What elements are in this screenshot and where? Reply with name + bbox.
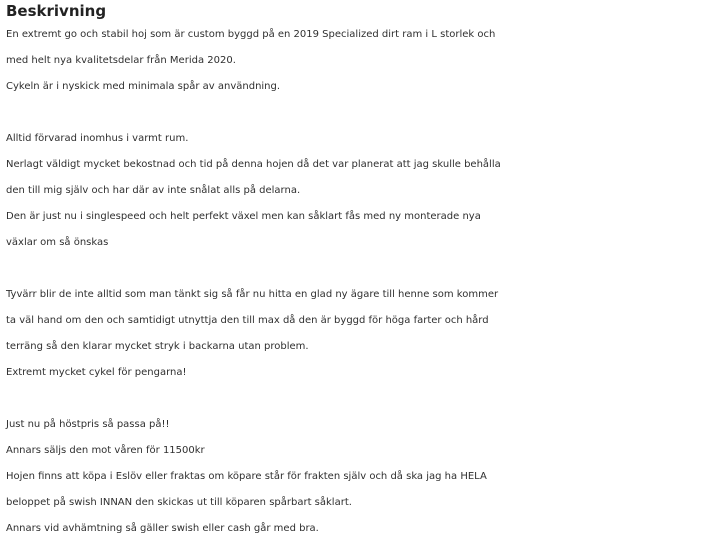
description-line: En extremt go och stabil hoj som är custom byggd på en 2019 Specialized dirt ram i L storlek och xyxy=(6,29,496,40)
description-line: Annars säljs den mot våren för 11500kr xyxy=(6,445,205,456)
description-line: Tyvärr blir de inte alltid som man tänkt sig så får nu hitta en glad ny ägare till henne som kommer xyxy=(6,289,499,300)
description-line: Cykeln är i nyskick med minimala spår av användning. xyxy=(6,81,281,92)
description-line: Extremt mycket cykel för pengarna! xyxy=(6,367,187,378)
description-line: den till mig själv och har där av inte snålat alls på delarna. xyxy=(6,185,301,196)
description-line: Annars vid avhämtning så gäller swish eller cash går med bra. xyxy=(6,523,319,534)
description-line: Just nu på höstpris så passa på!! xyxy=(6,419,170,430)
description-line: terräng så den klarar mycket stryk i backarna utan problem. xyxy=(6,341,309,352)
description-line: ta väl hand om den och samtidigt utnyttja den till max då den är byggd för höga farter och hård xyxy=(6,315,489,326)
description-blank-line xyxy=(6,256,725,282)
description-body xyxy=(6,22,725,542)
description-heading: Beskrivning xyxy=(6,2,107,20)
description-line: Alltid förvarad inomhus i varmt rum. xyxy=(6,133,189,144)
description-line: Hojen finns att köpa i Eslöv eller fraktas om köpare står för frakten själv och då ska jag ha HELA xyxy=(6,471,487,482)
description-line: Den är just nu i singlespeed och helt perfekt växel men kan såklart fås med ny monterade nya xyxy=(6,211,481,222)
description-line: Nerlagt väldigt mycket bekostnad och tid på denna hojen då det var planerat att jag skulle behålla xyxy=(6,159,501,170)
description-blank-line xyxy=(6,100,725,126)
description-line: växlar om så önskas xyxy=(6,237,109,248)
description-line: beloppet på swish INNAN den skickas ut till köparen spårbart såklart. xyxy=(6,497,352,508)
description-line: med helt nya kvalitetsdelar från Merida 2020. xyxy=(6,55,236,66)
description-blank-line xyxy=(6,386,725,412)
